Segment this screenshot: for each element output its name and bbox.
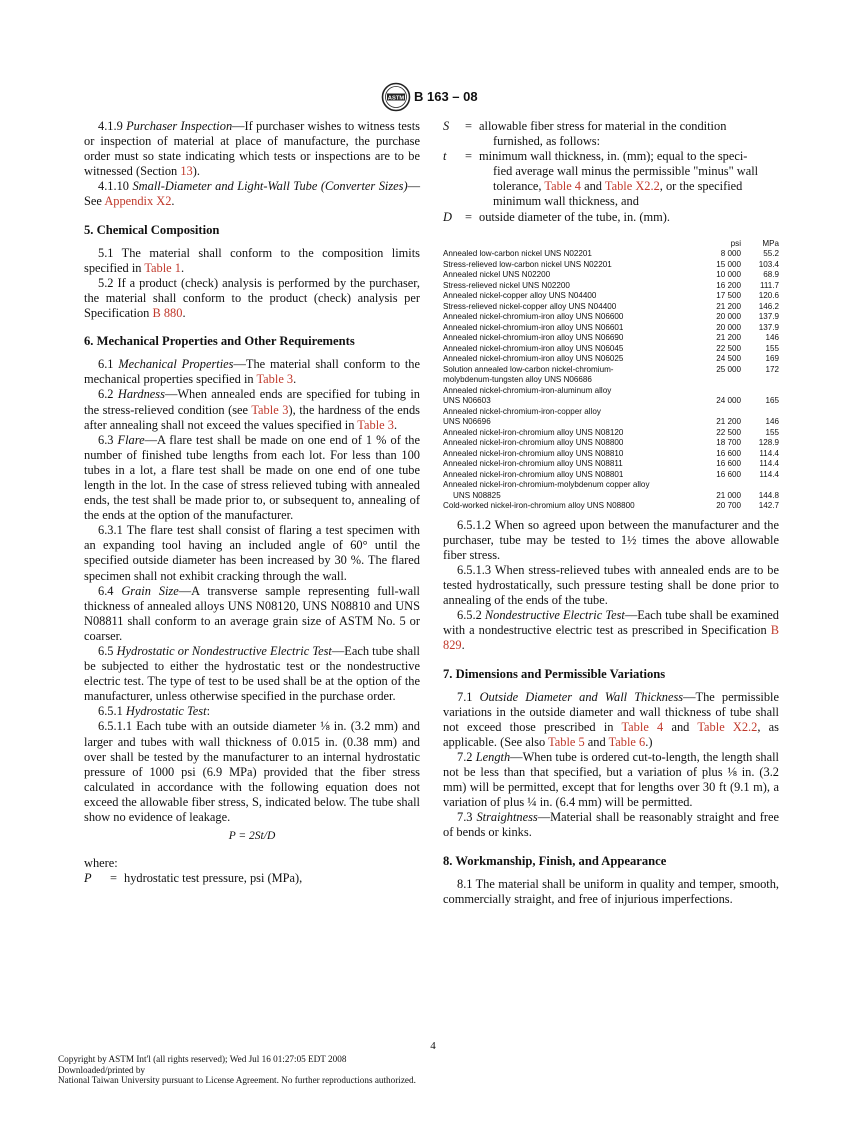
mpa-cell: 55.2 bbox=[763, 249, 779, 259]
mpa-cell bbox=[741, 480, 779, 491]
section-7-heading: 7. Dimensions and Permissible Variations bbox=[443, 666, 666, 681]
astm-logo-icon bbox=[381, 82, 411, 112]
table-x2-2-link[interactable]: Table X2.2 bbox=[697, 719, 758, 734]
material-cell: UNS N06696 bbox=[443, 417, 491, 427]
table-3-link[interactable]: Table 3 bbox=[256, 372, 294, 387]
mpa-column-header: MPa bbox=[762, 238, 779, 248]
mpa-cell: 172 bbox=[765, 364, 779, 374]
table-1-link[interactable]: Table 1 bbox=[144, 260, 181, 275]
para-6-5-1-2: 6.5.1.2 When so agreed upon between the manufacturer and the purchaser, tube may be tested to 1½ times the above allowable fiber stress. bbox=[443, 517, 779, 562]
section-13-link[interactable]: 13 bbox=[180, 164, 193, 179]
page-header bbox=[0, 82, 866, 116]
footer-line-2: Downloaded/printed by bbox=[58, 1064, 146, 1075]
para-4-1-10: 4.1.10 Small-Diameter and Light-Wall Tube (Converter Sizes)—See Appendix X2. bbox=[84, 179, 421, 209]
table-row bbox=[443, 323, 779, 334]
material-cell: Annealed nickel-copper alloy UNS N04400 bbox=[443, 291, 597, 301]
mpa-cell: 146 bbox=[765, 333, 779, 343]
material-cell: Stress-relieved nickel-copper alloy UNS N04400 bbox=[443, 301, 617, 311]
mpa-cell: 137.9 bbox=[758, 322, 779, 332]
footer-line-1: Copyright by ASTM Int'l (all rights reserved); Wed Jul 16 01:27:05 EDT 2008 bbox=[58, 1054, 347, 1064]
psi-cell bbox=[683, 480, 741, 491]
definition-s: S = allowable fiber stress for material in the condition furnished, as follows: bbox=[443, 119, 727, 149]
right-column bbox=[443, 119, 779, 907]
psi-cell: 21 000 bbox=[716, 490, 741, 500]
table-4-link[interactable]: Table 4 bbox=[621, 719, 664, 734]
footer-line-3: National Taiwan University pursuant to License Agreement. No further reproductions authorized. bbox=[58, 1075, 416, 1085]
material-cell: Stress-relieved nickel UNS N02200 bbox=[443, 280, 570, 290]
left-column bbox=[84, 119, 420, 886]
mpa-cell bbox=[741, 386, 779, 397]
material-cell: Stress-relieved low-carbon nickel UNS N02201 bbox=[443, 259, 612, 269]
table-row bbox=[443, 386, 779, 397]
mpa-cell: 68.9 bbox=[763, 270, 779, 280]
para-5-1: 5.1 The material shall conform to the composition limits specified in Table 1. bbox=[84, 245, 420, 275]
table-row bbox=[443, 491, 779, 502]
para-6-5-1-3: 6.5.1.3 When stress-relieved tubes with annealed ends are to be tested hydrostatically, such pressure testing shall be done prior to annealing of the ends of the tube. bbox=[443, 562, 779, 608]
psi-cell: 20 000 bbox=[716, 312, 741, 322]
table-4-link[interactable]: Table 4 bbox=[544, 179, 582, 194]
mpa-cell: 114.4 bbox=[759, 448, 779, 458]
para-4-1-9: 4.1.9 Purchaser Inspection—If purchaser wishes to witness tests or inspection of material at place of manufacture, the purchase order must so state indicating which tests or inspections are to be witnessed (Section 13). bbox=[84, 119, 420, 179]
mpa-cell: 146.2 bbox=[758, 301, 779, 311]
psi-cell: 22 500 bbox=[716, 343, 741, 353]
document-designation: B 163 – 08 bbox=[414, 89, 478, 104]
stress-table-header bbox=[443, 239, 779, 250]
mpa-cell: 155 bbox=[765, 343, 779, 353]
copyright-footer bbox=[58, 1054, 416, 1086]
psi-cell: 24 000 bbox=[716, 396, 741, 406]
table-row bbox=[443, 249, 779, 260]
material-cell: Cold-worked nickel-iron-chromium alloy UNS N08800 bbox=[443, 501, 635, 511]
psi-cell bbox=[683, 407, 741, 418]
material-cell: Annealed nickel-chromium-iron alloy UNS N06025 bbox=[443, 354, 624, 364]
psi-cell: 17 500 bbox=[716, 291, 741, 301]
psi-cell: 15 000 bbox=[716, 259, 741, 269]
psi-cell: 8 000 bbox=[720, 249, 741, 259]
material-cell: UNS N06603 bbox=[443, 396, 491, 406]
psi-cell bbox=[683, 386, 741, 397]
table-row bbox=[443, 302, 779, 313]
table-row bbox=[443, 501, 779, 512]
table-row bbox=[443, 281, 779, 292]
table-row bbox=[443, 407, 779, 418]
table-row bbox=[443, 438, 779, 449]
mpa-cell bbox=[741, 375, 779, 386]
table-row bbox=[443, 449, 779, 460]
table-row bbox=[443, 396, 779, 407]
para-7-3: 7.3 Straightness—Material shall be reasonably straight and free of bends or kinks. bbox=[443, 810, 779, 840]
para-5-2: 5.2 If a product (check) analysis is performed by the purchaser, the material shall conform to the product (check) analysis per Specification B 880. bbox=[84, 275, 420, 321]
psi-cell: 20 700 bbox=[716, 501, 741, 511]
mpa-cell bbox=[741, 407, 779, 418]
mpa-cell: 128.9 bbox=[758, 438, 779, 448]
psi-column-header: psi bbox=[730, 238, 741, 248]
para-7-2: 7.2 Length—When tube is ordered cut-to-length, the length shall not be less than that specified, but a variation of plus ⅛ in. (3.2 mm) will be permitted, except that for lengths over 30 ft (9.1 m), a variation of plus ¼ in. (6.4 mm) will be permitted. bbox=[443, 749, 779, 810]
mpa-cell: 142.7 bbox=[758, 501, 779, 511]
para-6-5-1: 6.5.1 Hydrostatic Test: bbox=[98, 704, 211, 719]
table-row bbox=[443, 417, 779, 428]
psi-cell: 18 700 bbox=[716, 438, 741, 448]
mpa-cell: 137.9 bbox=[758, 312, 779, 322]
table-row bbox=[443, 428, 779, 439]
definition-p: P = hydrostatic test pressure, psi (MPa), bbox=[84, 871, 303, 886]
section-6-heading: 6. Mechanical Properties and Other Requirements bbox=[84, 334, 355, 349]
para-6-3: 6.3 Flare—A flare test shall be made on one end of 1 % of the number of finished tube lengths from each lot. For less than 100 tubes in a lot, a flare test shall be made on one end of one tube length in the lot. In the case of stress relieved tubing with annealed ends, the test shall be made prior to, or subsequent to, annealing of the ends at the option of the manufacturer. bbox=[84, 432, 420, 523]
para-8-1: 8.1 The material shall be uniform in quality and temper, smooth, commercially straight, and free of injurious imperfections. bbox=[443, 876, 779, 906]
b829-link[interactable]: B 829 bbox=[443, 623, 779, 653]
table-row bbox=[443, 354, 779, 365]
para-6-2: 6.2 Hardness—When annealed ends are specified for tubing in the stress-relieved condition (see Table 3), the hardness of the ends after annealing shall not exceed the values specified in Table 3. bbox=[84, 387, 420, 432]
psi-cell: 25 000 bbox=[716, 364, 741, 374]
psi-cell: 21 200 bbox=[716, 333, 741, 343]
psi-cell: 16 600 bbox=[716, 459, 741, 469]
section-5-heading: 5. Chemical Composition bbox=[84, 222, 220, 237]
table-row bbox=[443, 344, 779, 355]
psi-cell: 20 000 bbox=[716, 322, 741, 332]
material-cell: Annealed nickel-chromium-iron alloy UNS N06600 bbox=[443, 312, 624, 322]
table-row bbox=[443, 365, 779, 376]
definition-t: t = minimum wall thickness, in. (mm); equal to the speci- fied average wall minus the permissible "minus" wall tolerance, Table 4 and Table X2.2, or the specified minimum wall thickness, and bbox=[443, 149, 759, 209]
mpa-cell: 144.8 bbox=[758, 490, 779, 500]
mpa-cell: 111.7 bbox=[759, 280, 779, 290]
svg-text:ASTM: ASTM bbox=[387, 95, 405, 102]
section-8-heading: 8. Workmanship, Finish, and Appearance bbox=[443, 853, 667, 868]
material-cell: Annealed nickel-iron-chromium alloy UNS N08811 bbox=[443, 459, 623, 469]
table-row bbox=[443, 459, 779, 470]
para-6-5: 6.5 Hydrostatic or Nondestructive Electric Test—Each tube shall be subjected to either the hydrostatic test or the nondestructive electric test. The type of test to be used shall be at the option of the manufacturer, unless otherwise specified in the purchase order. bbox=[84, 644, 420, 704]
table-6-link[interactable]: Table 6 bbox=[608, 734, 646, 749]
para-6-3-1: 6.3.1 The flare test shall consist of flaring a test specimen with an expanding tool having an included angle of 60° until the specified outside diameter has been increased by 30 %. The flared specimen shall not exhibit cracking through the wall. bbox=[84, 523, 420, 583]
material-cell: Annealed nickel-iron-chromium alloy UNS N08801 bbox=[443, 469, 624, 479]
table-3-link[interactable]: Table 3 bbox=[251, 402, 289, 417]
para-7-1: 7.1 Outside Diameter and Wall Thickness—The permissible variations in the outside diameter and wall thickness of tube shall not exceed those prescribed in Table 4 and Table X2.2, as applicable. (See also Table 5 and Table 6.) bbox=[443, 689, 779, 749]
psi-cell: 22 500 bbox=[716, 427, 741, 437]
psi-cell: 16 600 bbox=[716, 448, 741, 458]
material-cell: Annealed nickel UNS N02200 bbox=[443, 270, 551, 280]
mpa-cell: 146 bbox=[765, 417, 779, 427]
b880-link[interactable]: B 880 bbox=[152, 306, 183, 321]
material-cell: Solution annealed low-carbon nickel-chromium- bbox=[443, 364, 614, 374]
table-row bbox=[443, 312, 779, 323]
psi-cell: 21 200 bbox=[716, 417, 741, 427]
psi-cell: 16 600 bbox=[716, 469, 741, 479]
table-3-link[interactable]: Table 3 bbox=[357, 417, 394, 432]
table-row bbox=[443, 480, 779, 491]
para-6-5-2: 6.5.2 Nondestructive Electric Test—Each tube shall be examined with a nondestructive electric test as prescribed in Specification B 829. bbox=[443, 608, 779, 653]
definition-d: D = outside diameter of the tube, in. (mm). bbox=[443, 209, 670, 224]
psi-cell: 16 200 bbox=[716, 280, 741, 290]
material-cell: Annealed nickel-iron-chromium alloy UNS N08120 bbox=[443, 427, 624, 437]
psi-cell: 24 500 bbox=[716, 354, 741, 364]
para-6-1: 6.1 Mechanical Properties—The material shall conform to the mechanical properties specified in Table 3. bbox=[84, 357, 420, 387]
table-5-link[interactable]: Table 5 bbox=[548, 734, 585, 749]
material-cell: Annealed nickel-iron-chromium-molybdenum copper alloy bbox=[443, 480, 650, 490]
material-cell: Annealed nickel-chromium-iron alloy UNS N06045 bbox=[443, 343, 624, 353]
psi-cell: 10 000 bbox=[716, 270, 741, 280]
appendix-x2-link[interactable]: Appendix X2 bbox=[104, 194, 172, 209]
table-row bbox=[443, 260, 779, 271]
table-row bbox=[443, 291, 779, 302]
page-number: 4 bbox=[430, 1040, 436, 1052]
mpa-cell: 165 bbox=[765, 396, 779, 406]
material-cell: Annealed nickel-chromium-iron-aluminum alloy bbox=[443, 385, 612, 395]
material-cell: Annealed nickel-iron-chromium alloy UNS N08800 bbox=[443, 438, 624, 448]
allowable-stress-table bbox=[443, 239, 779, 512]
table-row bbox=[443, 470, 779, 481]
mpa-cell: 114.4 bbox=[759, 459, 779, 469]
table-row bbox=[443, 375, 779, 386]
table-x2-2-link[interactable]: Table X2.2 bbox=[604, 179, 660, 194]
mpa-cell: 169 bbox=[765, 354, 779, 364]
material-cell: UNS N08825 bbox=[453, 490, 501, 500]
pressure-equation: P = 2St/D bbox=[228, 830, 276, 843]
material-cell: Annealed nickel-chromium-iron-copper alloy bbox=[443, 406, 601, 416]
para-6-5-1-1: 6.5.1.1 Each tube with an outside diameter ⅛ in. (3.2 mm) and larger and tubes with wall thickness of 0.015 in. (0.38 mm) and over shall be tested by the manufacturer to an internal hydrostatic pressure of 1000 psi (6.9 MPa) provided that the fiber stress calculated in accordance with the following equation does not exceed the allowable fiber stress, S, indicated below. The tube shall show no evidence of leakage. bbox=[84, 719, 420, 825]
psi-cell: 21 200 bbox=[716, 301, 741, 311]
material-cell: Annealed nickel-chromium-iron alloy UNS N06690 bbox=[443, 333, 624, 343]
table-row bbox=[443, 333, 779, 344]
material-cell: Annealed nickel-chromium-iron alloy UNS N06601 bbox=[443, 322, 624, 332]
para-6-4: 6.4 Grain Size—A transverse sample representing full-wall thickness of annealed alloys UNS N08120, UNS N08810 and UNS N08811 shall conform to an average grain size of ASTM No. 5 or coarser. bbox=[84, 583, 420, 643]
material-cell: Annealed nickel-iron-chromium alloy UNS N08810 bbox=[443, 448, 624, 458]
mpa-cell: 120.6 bbox=[758, 291, 779, 301]
mpa-cell: 155 bbox=[765, 427, 779, 437]
mpa-cell: 114.4 bbox=[759, 469, 779, 479]
mpa-cell: 103.4 bbox=[758, 259, 779, 269]
table-row bbox=[443, 270, 779, 281]
where-label: where: bbox=[84, 856, 118, 871]
psi-cell bbox=[683, 375, 741, 386]
material-cell: molybdenum-tungsten alloy UNS N06686 bbox=[443, 375, 592, 385]
material-cell: Annealed low-carbon nickel UNS N02201 bbox=[443, 249, 592, 259]
